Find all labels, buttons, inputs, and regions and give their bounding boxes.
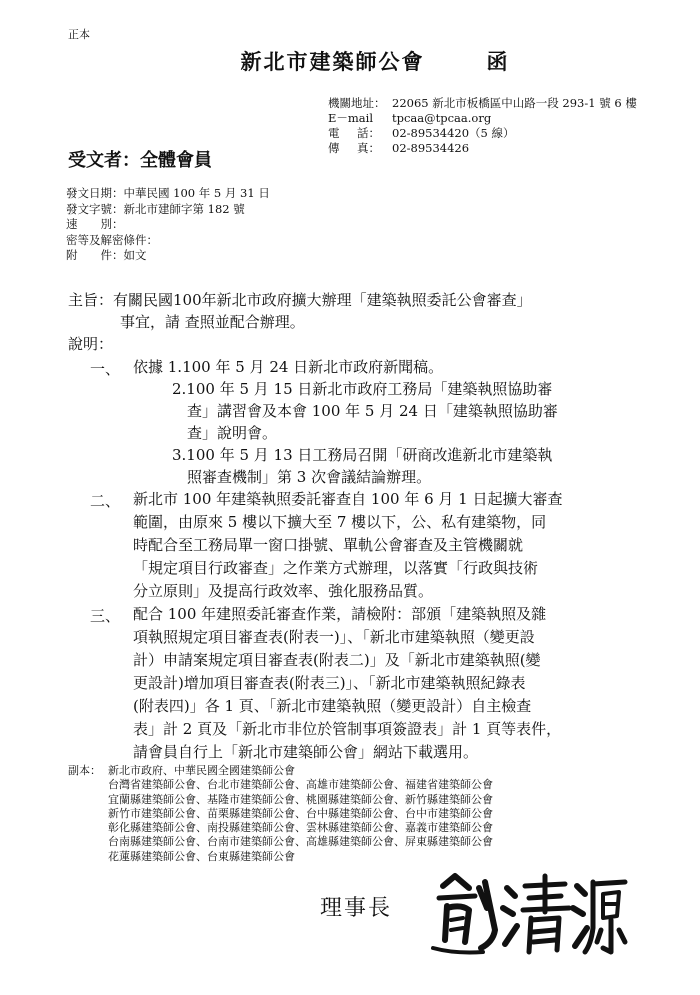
phone-row bbox=[328, 126, 637, 141]
ref-label: 發文字號： bbox=[66, 201, 124, 216]
date-value: 中華民國 100 年 5 月 31 日 bbox=[123, 186, 270, 200]
cc-line: 花蓮縣建築師公會、台東縣建築師公會 bbox=[108, 849, 295, 863]
item-line: 查」說明會。 bbox=[187, 424, 278, 442]
item-line: 更設計)增加項目審查表(附表三)」、「新北市建築執照紀錄表 bbox=[133, 674, 526, 692]
item-line: 照審查機制」第 3 次會議結論辦理。 bbox=[187, 468, 432, 486]
item-line: 3.100 年 5 月 13 日工務局召開「研商改進新北市建築執 bbox=[172, 446, 553, 464]
cc-line: 台灣省建築師公會、台北市建築師公會、高雄市建築師公會、福建省建築師公會 bbox=[108, 778, 493, 792]
item-line: 計）申請案規定項目審查表(附表二)」及「新北市建築執照(變 bbox=[133, 651, 541, 669]
cc-list bbox=[108, 764, 493, 864]
item-line: 「規定項目行政審查」之作業方式辦理，以落實「行政與技術 bbox=[133, 559, 539, 577]
phone-label: 電 話： bbox=[328, 126, 380, 140]
cc-label: 副本： bbox=[68, 764, 101, 777]
speed-row bbox=[66, 217, 270, 233]
fax-row bbox=[328, 141, 637, 156]
cc-line: 新北市政府、中華民國全國建築師公會 bbox=[108, 764, 295, 777]
organization-name: 新北市建築師公會 bbox=[240, 49, 425, 74]
explanation-label: 說明： bbox=[68, 335, 114, 353]
item-line: 配合 100 年建照委託審查作業，請檢附：部頒「建築執照及雜 bbox=[133, 605, 547, 623]
email-link[interactable]: tpcaa@tpcaa.org bbox=[392, 111, 492, 125]
ref-row bbox=[66, 202, 270, 218]
attachment-row bbox=[66, 248, 270, 264]
address-label: 機關地址： bbox=[328, 96, 386, 110]
subject bbox=[68, 289, 532, 333]
cc-line: 彰化縣建築師公會、南投縣建築師公會、雲林縣建築師公會、嘉義市建築師公會 bbox=[108, 821, 493, 835]
chairman-signature-image bbox=[425, 868, 630, 958]
item-line: 表」計 2 頁及「新北市非位於管制事項簽證表」計 1 頁等表件， bbox=[133, 720, 562, 738]
contact-block bbox=[328, 96, 637, 156]
dispatch-meta bbox=[66, 186, 270, 264]
copy-mark: 正本 bbox=[68, 28, 90, 41]
cc-line: 宜蘭縣建築師公會、基隆市建築師公會、桃園縣建築師公會、新竹縣建築師公會 bbox=[108, 792, 493, 806]
item-line: 時配合至工務局單一窗口掛號、單軌公會審查及主管機關就 bbox=[133, 536, 524, 554]
speed-label: 速 別： bbox=[66, 217, 124, 231]
document-type: 函 bbox=[486, 49, 510, 74]
ref-value: 新北市建師字第 182 號 bbox=[123, 201, 245, 216]
item-line: 項執照規定項目審查表(附表一)」、「新北市建築執照（變更設 bbox=[133, 628, 535, 646]
document-header bbox=[0, 46, 700, 76]
cc-line: 台南縣建築師公會、台南市建築師公會、高雄縣建築師公會、屏東縣建築師公會 bbox=[108, 835, 493, 849]
item-line: 查」講習會及本會 100 年 5 月 24 日「建築執照協助審 bbox=[187, 402, 558, 420]
secret-label: 密等及解密條件： bbox=[66, 232, 158, 247]
subject-line: 主旨：有關民國100年新北市政府擴大辦理「建築執照委託公會審查」 bbox=[68, 291, 532, 309]
fax-value: 02-89534426 bbox=[392, 141, 470, 155]
item-line: 範圍，由原來 5 樓以下擴大至 7 樓以下，公、私有建築物，同 bbox=[133, 513, 547, 531]
date-row bbox=[66, 186, 270, 202]
item-number: 一、 bbox=[90, 360, 121, 378]
subject-line: 事宜，請 查照並配合辦理。 bbox=[120, 313, 305, 331]
item-line: (附表四)」各 1 頁、「新北市建築執照（變更設計）自主檢查 bbox=[133, 697, 532, 715]
item-line: 新北市 100 年建築執照委託審查自 100 年 6 月 1 日起擴大審查 bbox=[133, 490, 563, 508]
item-line: 依據 1.100 年 5 月 24 日新北市政府新聞稿。 bbox=[133, 358, 444, 376]
item-number: 三、 bbox=[90, 607, 121, 625]
recipient: 受文者：全體會員 bbox=[68, 150, 212, 171]
date-label: 發文日期： bbox=[66, 186, 124, 200]
attachment-value: 如文 bbox=[123, 248, 147, 262]
item-line: 請會員自行上「新北市建築師公會」網站下載選用。 bbox=[133, 743, 479, 761]
secret-row bbox=[66, 233, 270, 249]
address-row bbox=[328, 96, 637, 111]
email-row bbox=[328, 111, 637, 126]
fax-label: 傳 真： bbox=[328, 141, 380, 155]
email-label: E－mail bbox=[328, 111, 374, 125]
item-number: 二、 bbox=[90, 492, 121, 510]
address-value: 22065 新北市板橋區中山路一段 293-1 號 6 樓 bbox=[392, 96, 637, 110]
item-line: 分立原則」及提高行政效率、強化服務品質。 bbox=[133, 582, 434, 600]
item-line: 2.100 年 5 月 15 日新北市政府工務局「建築執照協助審 bbox=[172, 380, 553, 398]
chairman-title: 理事長 bbox=[320, 896, 393, 921]
phone-value: 02-89534420（5 線） bbox=[392, 126, 515, 140]
cc-line: 新竹市建築師公會、苗栗縣建築師公會、台中縣建築師公會、台中市建築師公會 bbox=[108, 806, 493, 820]
attachment-label: 附 件： bbox=[66, 248, 124, 262]
